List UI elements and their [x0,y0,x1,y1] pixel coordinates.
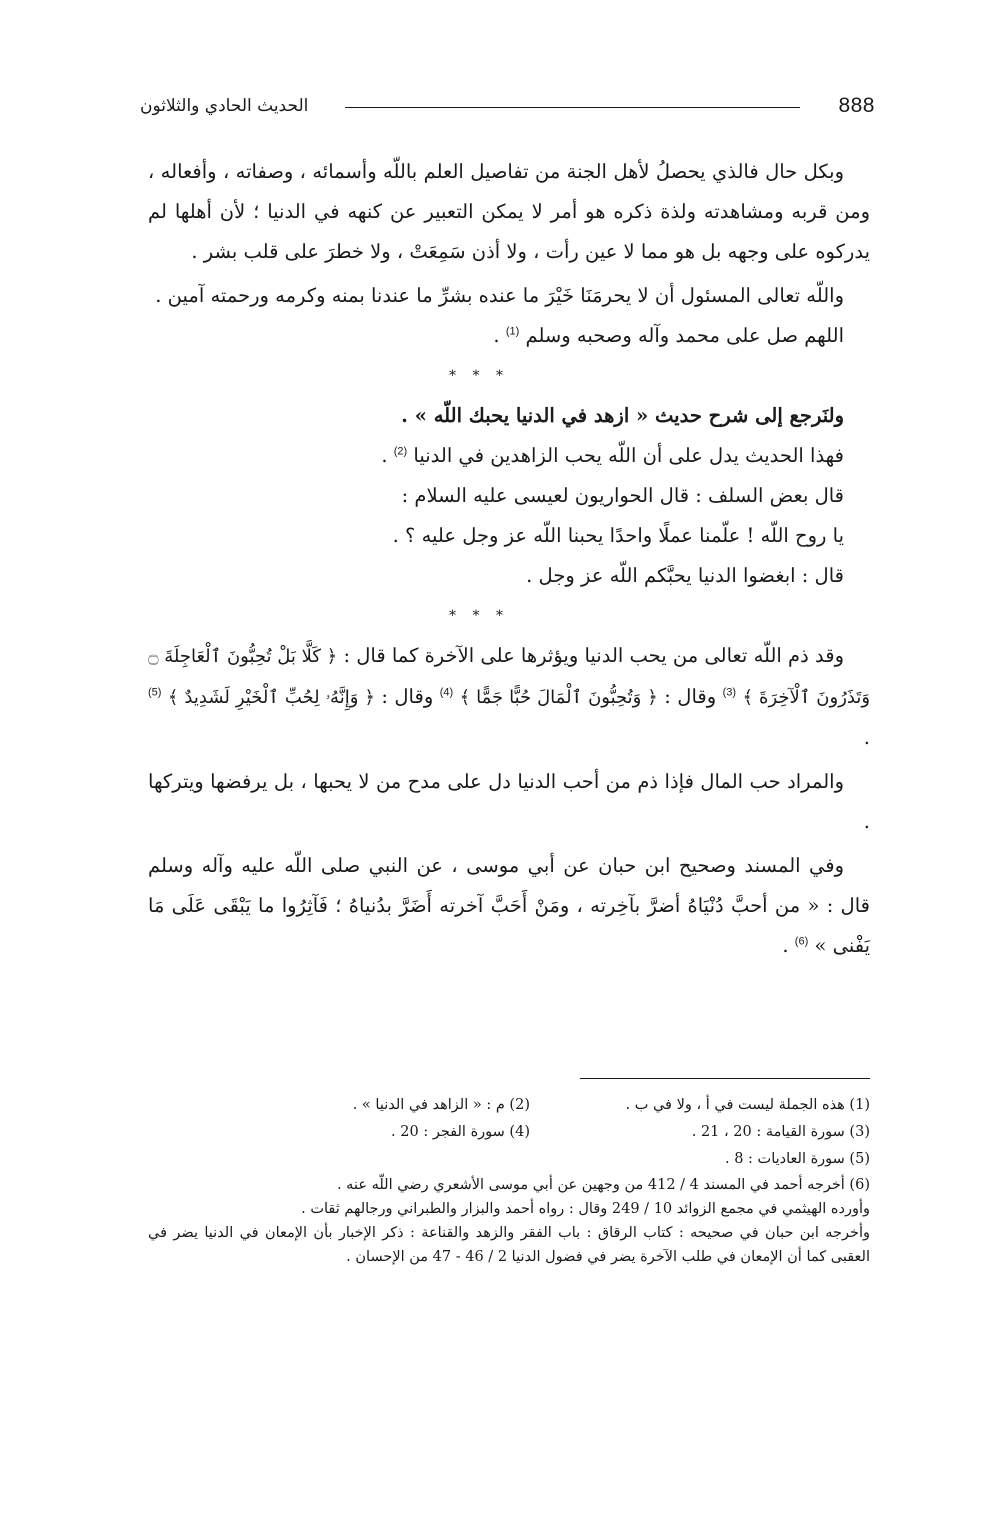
footnote-4: (4) سورة الفجر : 20 . [391,1124,530,1140]
footnote-ref-1[interactable]: (1) [505,325,520,338]
footnote-ref-6[interactable]: (6) [794,935,809,948]
quran-verse-2: ﴿ وَتُحِبُّونَ ٱلْمَالَ حُبًّا جَمًّا ﴾ [459,687,658,708]
paragraph-7: يا روح اللّه ! علّمنا عملًا واحدًا يحبنا اللّه عز وجل عليه ؟ . [392,524,844,547]
footnote-2: (2) م : « الزاهد في الدنيا » . [352,1097,530,1113]
paragraph-9-end: . [863,726,870,749]
paragraph-3-end: . [493,324,506,347]
header-rule [345,107,800,108]
footnotes [148,1092,870,1269]
footnote-6-line-3: وأخرجه ابن حبان في صحيحه : كتاب الرقاق : باب الفقر والزهد والقناعة : ذكر الإخبار بأن الإمعان في الدنيا يضر في العقبى كما أن الإمعان في طلب الآخرة يضر في فضول الدنيا 2 / 46 - 47 من الإحسان . [148,1225,870,1265]
footnote-6-line-1: (6) أخرجه أحمد في المسند 4 / 412 من وجهين عن أبي موسى الأشعري رضي اللّه عنه . [336,1177,870,1193]
paragraph-11-text: وفي المسند وصحيح ابن حبان عن أبي موسى ، عن النبي صلى اللّه عليه وآله وسلم قال : « من أحبَّ دُنْيَاهُ أضرَّ بآخِرته ، ومَنْ أَحَبَّ آخرته أَضَرَّ بدُنياهُ ؛ فَآثِرُوا ما يَبْقَى عَلَى مَا يَفْنى » [148,854,870,957]
paragraph-5-text: فهذا الحديث يدل على أن اللّه يحب الزاهدين في الدنيا [413,444,844,467]
footnote-ref-5[interactable]: (5) [148,686,162,699]
footnote-rule [580,1078,870,1079]
quran-verse-1: ﴿ كَلَّا بَلْ تُحِبُّونَ ٱلْعَاجِلَةَ ۝ وَتَذَرُونَ ٱلْآخِرَةَ ﴾ [148,646,871,708]
paragraph-8: قال : ابغضوا الدنيا يحبَّكم اللّه عز وجل . [526,564,844,587]
footnote-ref-3[interactable]: (3) [722,686,737,699]
footnote-ref-4[interactable]: (4) [439,686,454,699]
main-text [148,152,870,966]
footnote-row-2 [148,1119,870,1146]
page-number: 888 [838,94,875,117]
section-separator-2: * * * [449,608,509,624]
section-separator: * * * [449,368,509,384]
footnote-3: (3) سورة القيامة : 20 ، 21 . [691,1124,870,1140]
page-header [140,92,875,122]
paragraph-9-mid-1: وقال : [657,685,723,708]
paragraph-3-text: اللهم صل على محمد وآله وصحبه وسلم [525,324,844,347]
paragraph-10: والمراد حب المال فإذا ذم من أحب الدنيا دل على مدح من لا يحبها ، بل يرفضها ويتركها . [148,770,870,833]
footnote-row-3 [148,1146,870,1173]
quran-verse-3: ﴿ وَإِنَّهُۥ لِحُبِّ ٱلْخَيْرِ لَشَدِيدٌ ﴾ [167,687,375,708]
paragraph-9-mid-2: وقال : [374,685,440,708]
footnote-5: (5) سورة العاديات : 8 . [725,1151,870,1167]
paragraph-11 [148,846,870,966]
running-title: الحديث الحادي والثلاثون [140,96,309,116]
paragraph-5-end: . [381,444,394,467]
footnote-row-1 [148,1092,870,1119]
paragraph-3 [148,316,870,356]
paragraph-6: قال بعض السلف : قال الحواريون لعيسى عليه السلام : [401,484,844,507]
section-heading: ولنَرجع إلى شرح حديث « ازهد في الدنيا يحبك اللّه » . [401,404,844,427]
footnote-ref-2[interactable]: (2) [393,445,408,458]
paragraph-2: واللّه تعالى المسئول أن لا يحرمَنَا خَيْرَ ما عنده بشرِّ ما عندنا بمنه وكرمه ورحمته آمين . [155,284,844,307]
footnote-6-line-2: وأورده الهيثمي في مجمع الزوائد 10 / 249 وقال : رواه أحمد والبزار والطبراني ورجالهم ثقات . [301,1201,870,1217]
paragraph-9 [148,636,870,758]
paragraph-11-end: . [782,934,795,957]
paragraph-5 [148,436,870,476]
paragraph-9-lead: وقد ذم اللّه تعالى من يحب الدنيا ويؤثرها على الآخرة كما قال : [337,644,844,667]
paragraph-1: وبكل حال فالذي يحصلُ لأهل الجنة من تفاصيل العلم باللّه وأسمائه ، وصفاته ، وأفعاله ، ومن قربه ومشاهدته ولذة ذكره هو أمر لا يمكن التعبير عن كنهه في الدنيا ؛ لأن أهلها لم يدركوه على وجهه بل هو مما لا عين رأت ، ولا أذن سَمِعَتْ ، ولا خطرَ على قلب بشر . [148,160,870,263]
footnote-1: (1) هذه الجملة ليست في أ ، ولا في ب . [625,1097,870,1113]
